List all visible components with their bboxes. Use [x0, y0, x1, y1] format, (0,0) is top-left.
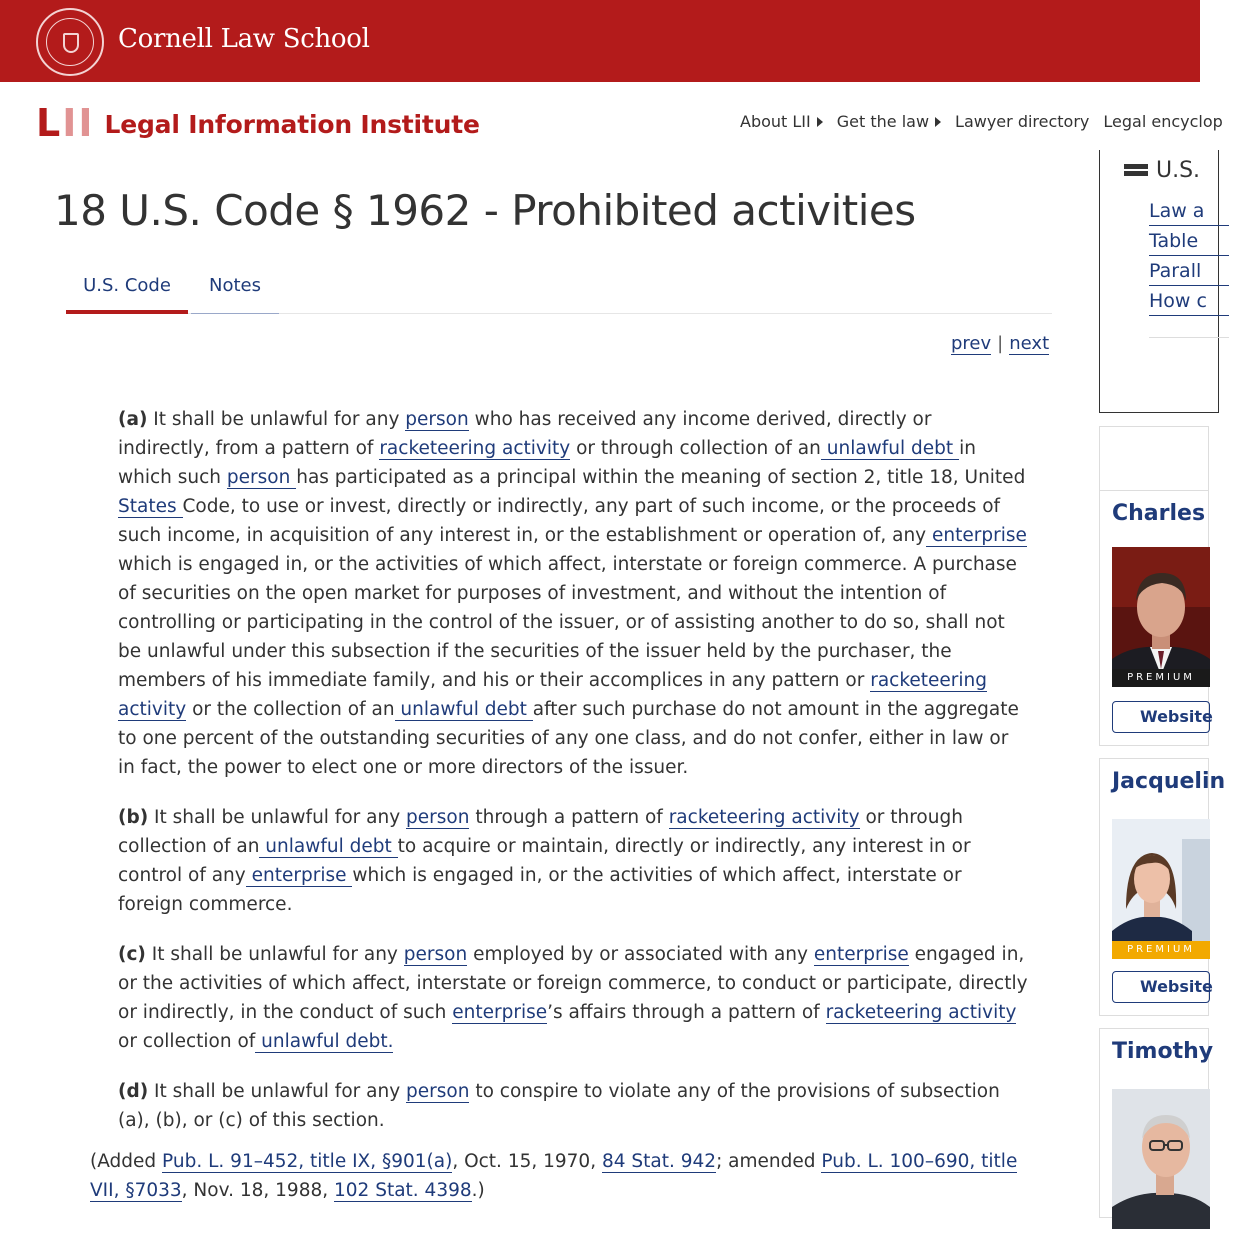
sidebar-ad-box	[1099, 426, 1209, 492]
definition-link[interactable]: enterprise	[452, 1002, 548, 1023]
lii-name: Legal Information Institute	[104, 109, 480, 139]
premium-badge: PREMIUM	[1112, 941, 1210, 959]
definition-link[interactable]: person	[406, 1081, 470, 1102]
definition-link[interactable]: racketeering activity	[668, 807, 860, 828]
cornell-header-bar	[0, 0, 1200, 82]
website-button[interactable]: Website	[1112, 971, 1210, 1003]
prev-next-nav: prev | next	[951, 333, 1050, 354]
toc-link[interactable]: Law a	[1149, 198, 1229, 226]
lawyer-card	[1099, 758, 1226, 1016]
lawyer-portrait-icon	[1112, 547, 1210, 687]
definition-link[interactable]: person	[405, 409, 469, 430]
lawyer-name[interactable]: Charles	[1112, 501, 1206, 526]
subsection-a: (a) It shall be unlawful for any person who has received any income derived, directly or indirectly, from a pattern of racketeering activity or through collection of an unlawful debt in which such person has participated as a principal within the meaning of section 2, title 18, United States Code, to use or invest, directly or indirectly, any part of such income, or the proceeds of such income, in acquisition of any interest in, or the establishment or operation of, any enterprise which is engaged in, or the activities of which affect, interstate or foreign commerce. A purchase of securities on the open market for purposes of investment, and without the intention of controlling or participating in the control of the issuer, or of assisting another to do so, shall not be unlawful under this subsection if the securities of the issuer held by the purchaser, the members of his immediate family, and his or their accomplices in any pattern or racketeering activity or the collection of an unlawful debt after such purchase do not amount in the aggregate to one percent of the outstanding securities of any one class, and do not confer, either in law or in fact, the power to elect one or more directors of the issuer.	[118, 409, 1027, 778]
nav-legal-encyclopedia[interactable]: Legal encyclop	[1103, 112, 1223, 131]
definition-link[interactable]: racketeering activity	[825, 1002, 1017, 1023]
toc-box	[1099, 150, 1219, 413]
toc-link[interactable]: Parall	[1149, 258, 1229, 286]
definition-link[interactable]: person	[403, 944, 468, 965]
subsection-d: (d) It shall be unlawful for any person to conspire to violate any of the provisions of subsection (a), (b), or (c) of this section.	[118, 1081, 1000, 1131]
toc-title: U.S.	[1156, 158, 1201, 183]
nav-get-the-law[interactable]: Get the law	[837, 112, 941, 131]
toc-link[interactable]: Table	[1149, 228, 1229, 256]
definition-link[interactable]: unlawful debt	[259, 836, 398, 857]
definition-link[interactable]: person	[226, 467, 297, 488]
lii-logo[interactable]	[36, 100, 480, 146]
subsection-b: (b) It shall be unlawful for any person through a pattern of racketeering activity or through collection of an unlawful debt to acquire or maintain, directly or indirectly, any interest in or control of any enterprise which is engaged in, or the activities of which affect, interstate or foreign commerce.	[118, 807, 971, 915]
lawyer-card	[1099, 1028, 1214, 1218]
definition-link[interactable]: States	[118, 496, 183, 517]
toc-link[interactable]: How c	[1149, 288, 1229, 316]
toc-links	[1149, 198, 1229, 318]
lawyer-photo[interactable]	[1112, 819, 1210, 959]
stat-link[interactable]: 84 Stat. 942	[601, 1151, 717, 1172]
nav-about-lii[interactable]: About LII	[740, 112, 823, 131]
caret-right-icon	[935, 117, 941, 127]
definition-link[interactable]: unlawful debt	[394, 699, 533, 720]
premium-badge: PREMIUM	[1112, 669, 1210, 687]
definition-link[interactable]: unlawful debt	[820, 438, 960, 459]
definition-link[interactable]: enterprise	[245, 865, 353, 886]
lawyer-name[interactable]: Timothy	[1112, 1039, 1214, 1064]
definition-link[interactable]: enterprise	[926, 525, 1027, 546]
website-button[interactable]: Website	[1112, 701, 1210, 733]
pub-law-link[interactable]: Pub. L. 91–452, title IX, §901(a)	[162, 1151, 453, 1172]
definition-link[interactable]: enterprise	[813, 944, 909, 965]
lawyer-photo[interactable]	[1112, 547, 1210, 687]
lii-logo-icon: L I I	[36, 101, 93, 145]
page-title: 18 U.S. Code § 1962 - Prohibited activities	[54, 186, 916, 235]
tab-notes[interactable]: Notes	[191, 268, 279, 314]
definition-link[interactable]: racketeering activity	[118, 670, 987, 720]
lawyer-name[interactable]: Jacquelin	[1112, 769, 1226, 794]
top-nav	[740, 112, 1237, 131]
tab-bar	[66, 268, 1052, 314]
source-credits: (Added Pub. L. 91–452, title IX, §901(a), Oct. 15, 1970, 84 Stat. 942; amended Pub. L. 100–690, title VII, §7033, Nov. 18, 1988, 102 Stat. 4398.)	[90, 1151, 1018, 1201]
cornell-seal-icon[interactable]	[36, 8, 104, 76]
statute-text	[118, 405, 1028, 1156]
toc-icon	[1124, 164, 1148, 180]
lawyer-portrait-icon	[1112, 819, 1210, 959]
tab-us-code[interactable]: U.S. Code	[66, 268, 188, 314]
caret-right-icon	[817, 117, 823, 127]
lawyer-portrait-icon	[1112, 1089, 1210, 1229]
definition-link[interactable]: person	[406, 807, 470, 828]
prev-link[interactable]: prev	[951, 333, 992, 354]
lawyer-card	[1099, 490, 1213, 746]
pub-law-link[interactable]: Pub. L. 100–690, title VII, §7033	[90, 1151, 1018, 1201]
nav-lawyer-directory[interactable]: Lawyer directory	[955, 112, 1090, 131]
stat-link[interactable]: 102 Stat. 4398	[334, 1180, 472, 1201]
lawyer-photo[interactable]	[1112, 1089, 1210, 1229]
definition-link[interactable]: unlawful debt.	[255, 1031, 394, 1052]
cornell-law-school-link[interactable]: Cornell Law School	[118, 24, 370, 54]
lii-header	[0, 82, 1223, 164]
definition-link[interactable]: racketeering activity	[379, 438, 571, 459]
subsection-c: (c) It shall be unlawful for any person employed by or associated with any enterprise engaged in, or the activities of which affect, interstate or foreign commerce, to conduct or participate, directly or indirectly, in the conduct of such enterprise’s affairs through a pattern of racketeering activity or collection of unlawful debt.	[118, 944, 1028, 1052]
next-link[interactable]: next	[1009, 333, 1050, 354]
toc-divider	[1149, 337, 1229, 338]
